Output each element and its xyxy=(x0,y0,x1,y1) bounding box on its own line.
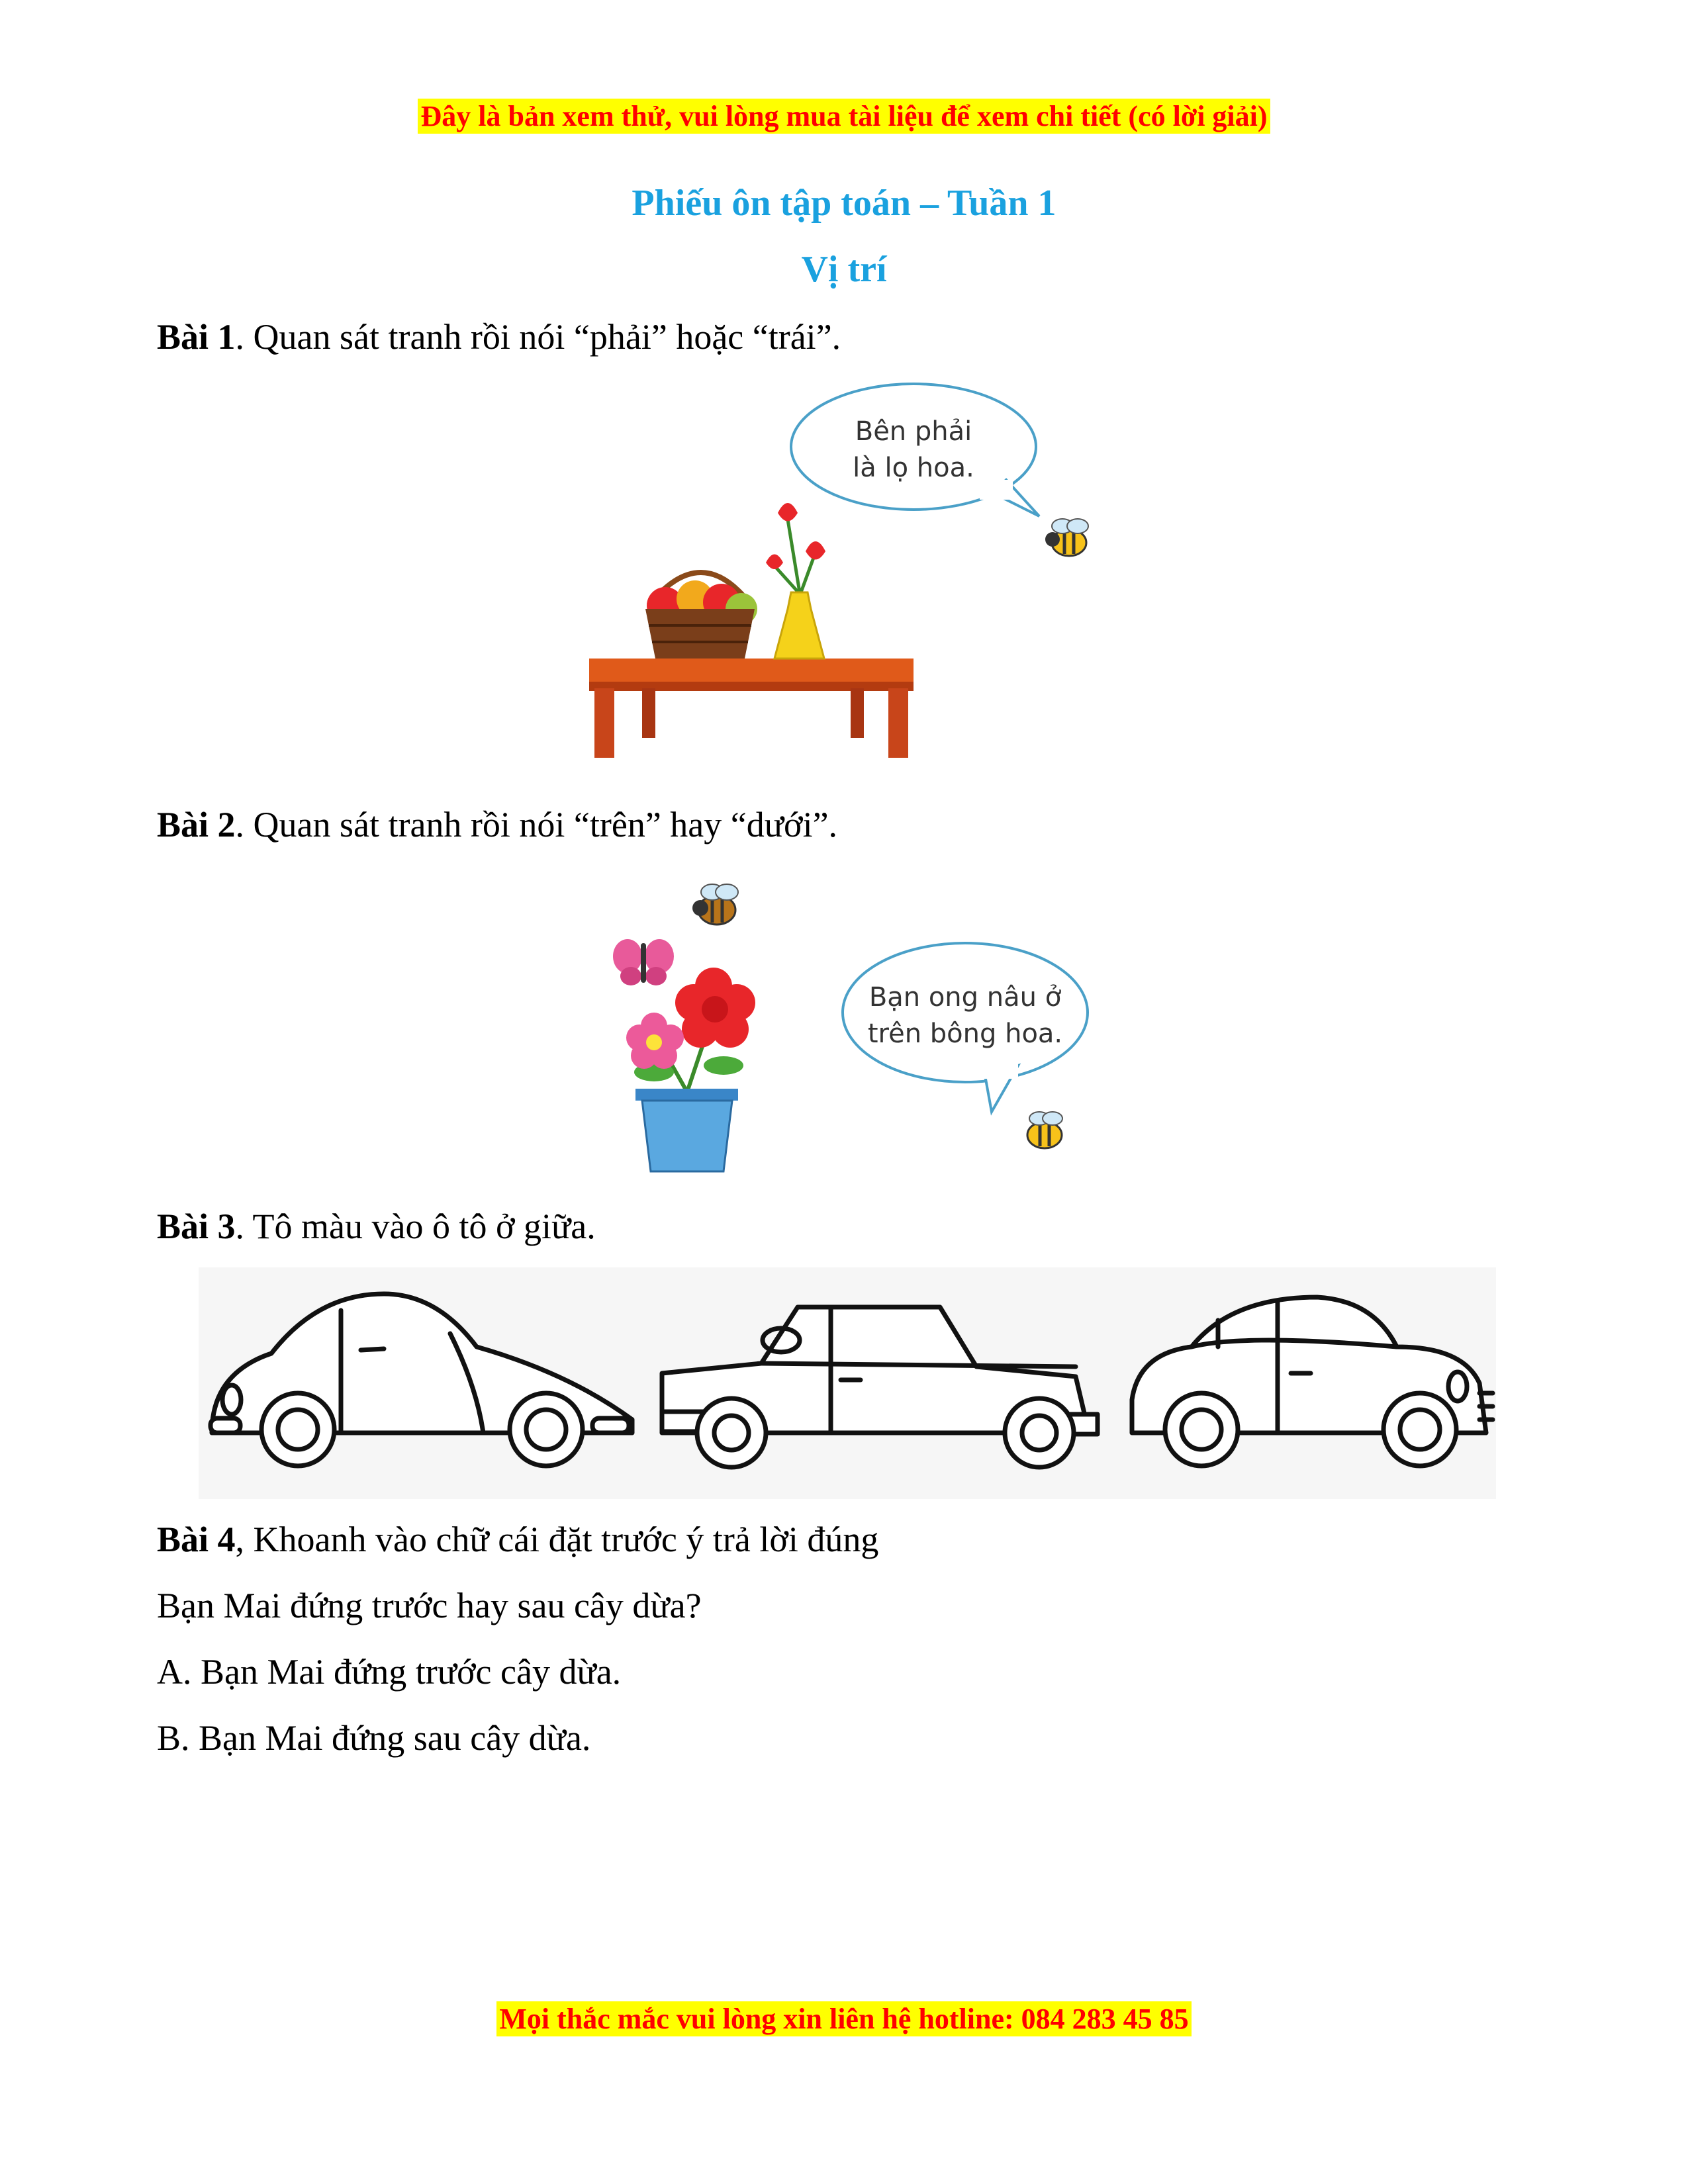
hotline-notice xyxy=(0,2002,1688,2036)
option-b[interactable]: B. Bạn Mai đứng sau cây dừa. xyxy=(157,1718,591,1758)
page-subtitle: Vị trí xyxy=(801,249,887,290)
exercise-1-label: Bài 1 xyxy=(157,317,236,357)
page-title: Phiếu ôn tập toán – Tuần 1 xyxy=(632,183,1056,224)
preview-notice-text: Đây là bản xem thử, vui lòng mua tài liệu để xem chi tiết (có lời giải) xyxy=(418,99,1270,134)
bee-icon xyxy=(692,884,738,925)
option-a[interactable]: A. Bạn Mai đứng trước cây dừa. xyxy=(157,1652,622,1692)
exercise-3-text: . Tô màu vào ô tô ở giữa. xyxy=(235,1206,596,1246)
flower-vase-icon xyxy=(766,503,825,659)
exercise-1-picture xyxy=(583,381,1099,764)
exercise-2-label: Bài 2 xyxy=(157,805,236,844)
exercise-3-heading xyxy=(157,1206,596,1247)
table-icon xyxy=(589,659,914,758)
exercise-4-text: , Khoanh vào chữ cái đặt trước ý trả lời đúng xyxy=(235,1520,879,1559)
speech-bubble xyxy=(843,943,1088,1112)
exercise-4-label: Bài 4 xyxy=(157,1520,236,1559)
question-text: Bạn Mai đứng trước hay sau cây dừa? xyxy=(157,1586,702,1625)
bubble-line-1: Bạn ong nâu ở xyxy=(868,982,1062,1013)
hotline-notice-text: Mọi thắc mắc vui lòng xin liên hệ hotline: 084 283 45 85 xyxy=(496,2001,1191,2036)
exercise-3-label: Bài 3 xyxy=(157,1206,236,1246)
bee-icon-2 xyxy=(1027,1112,1062,1148)
fruit-basket-icon xyxy=(645,572,757,659)
flower-pot-icon xyxy=(626,968,755,1171)
exercise-1-text: . Quan sát tranh rồi nói “phải” hoặc “trái”. xyxy=(235,317,841,357)
bubble-line-2: trên bông hoa. xyxy=(867,1019,1063,1049)
bee-icon xyxy=(1045,519,1088,556)
exercise-4-heading xyxy=(157,1519,878,1560)
butterfly-icon xyxy=(613,939,674,985)
exercise-1-heading xyxy=(157,316,841,357)
preview-notice xyxy=(0,99,1688,133)
exercise-2-text: . Quan sát tranh rồi nói “trên” hay “dưới”. xyxy=(235,805,838,844)
bubble-line-1: Bên phải xyxy=(855,416,972,447)
exercise-2-heading xyxy=(157,804,837,845)
bubble-line-2: là lọ hoa. xyxy=(853,453,974,483)
speech-bubble xyxy=(791,384,1039,516)
exercise-3-picture xyxy=(199,1267,1496,1499)
exercise-2-picture xyxy=(594,867,1095,1178)
